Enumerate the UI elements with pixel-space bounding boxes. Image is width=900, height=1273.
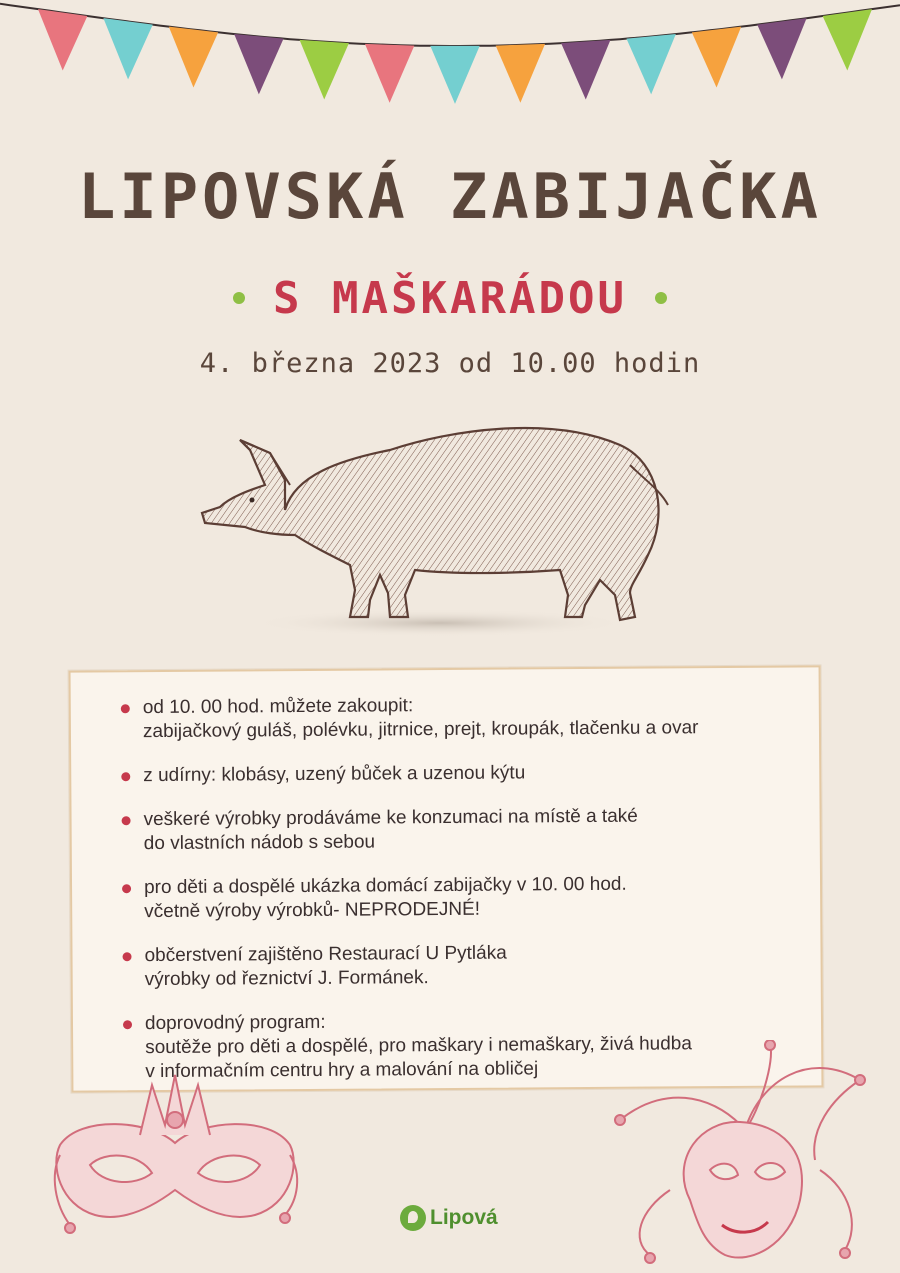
bunting-flag bbox=[823, 9, 872, 70]
bullet-icon bbox=[122, 816, 131, 825]
event-date: 4. března 2023 od 10.00 hodin bbox=[199, 348, 701, 379]
logo-text: Lipová bbox=[430, 1206, 498, 1229]
program-item bbox=[122, 940, 780, 993]
jester-mask-icon bbox=[610, 1040, 880, 1270]
program-item bbox=[122, 872, 780, 925]
program-item-line: v informačním centru hry a malování na obličej bbox=[145, 1058, 539, 1083]
pig-illustration bbox=[190, 405, 690, 645]
bunting-garland bbox=[0, 0, 900, 130]
carnival-mask-icon bbox=[40, 1065, 310, 1235]
bullet-icon bbox=[121, 704, 130, 713]
program-item-line: pro děti a dospělé ukázka domácí zabijačky v 10. 00 hod. bbox=[143, 873, 627, 899]
bunting-flag bbox=[496, 44, 545, 103]
lipova-logo[interactable] bbox=[400, 1205, 498, 1231]
program-item bbox=[121, 692, 779, 745]
bullet-icon bbox=[121, 772, 130, 781]
program-item-line: z udírny: klobásy, uzený bůček a uzenou kýtu bbox=[143, 762, 526, 787]
program-item bbox=[121, 804, 779, 857]
bunting-flag bbox=[169, 27, 218, 88]
lipova-logo-icon bbox=[400, 1205, 426, 1231]
program-item bbox=[121, 760, 779, 789]
bullet-icon bbox=[123, 952, 132, 961]
program-item-line: včetně výroby výrobků- NEPRODEJNÉ! bbox=[144, 898, 481, 923]
poster-subtitle: S MAŠKARÁDOU bbox=[273, 272, 627, 324]
program-item-line: doprovodný program: bbox=[144, 1011, 326, 1035]
program-list bbox=[71, 667, 822, 1084]
bunting-flag bbox=[234, 34, 283, 94]
program-item-line: soutěže pro děti a dospělé, pro maškary i nemaškary, živá hudba bbox=[145, 1033, 692, 1059]
green-dot-icon bbox=[655, 292, 667, 304]
bunting-flag bbox=[300, 40, 349, 100]
bunting-flag bbox=[38, 9, 87, 70]
bullet-icon bbox=[123, 1020, 132, 1029]
program-item-line: veškeré výrobky prodáváme ke konzumaci na místě a také bbox=[143, 805, 638, 831]
bunting-flag bbox=[103, 18, 152, 79]
bunting-flag bbox=[626, 34, 675, 94]
bunting-flag bbox=[757, 18, 806, 79]
program-card bbox=[69, 665, 824, 1092]
bunting-flag bbox=[430, 46, 479, 104]
poster-title: LIPOVSKÁ ZABIJAČKA bbox=[78, 160, 822, 233]
subtitle-row bbox=[0, 268, 900, 328]
green-dot-icon bbox=[233, 292, 245, 304]
program-item-line: občerstvení zajištěno Restaurací U Pytláka bbox=[144, 942, 507, 967]
bunting-flag bbox=[692, 27, 741, 88]
program-item-line: do vlastních nádob s sebou bbox=[143, 831, 376, 855]
bunting-flag bbox=[365, 44, 414, 103]
program-item-line: výrobky od řeznictví J. Formánek. bbox=[144, 967, 429, 991]
program-item-line: zabijačkový guláš, polévku, jitrnice, prejt, kroupák, tlačenku a ovar bbox=[142, 717, 699, 743]
program-item-line: od 10. 00 hod. můžete zakoupit: bbox=[142, 695, 414, 719]
bunting-flag bbox=[561, 40, 610, 100]
bullet-icon bbox=[122, 884, 131, 893]
